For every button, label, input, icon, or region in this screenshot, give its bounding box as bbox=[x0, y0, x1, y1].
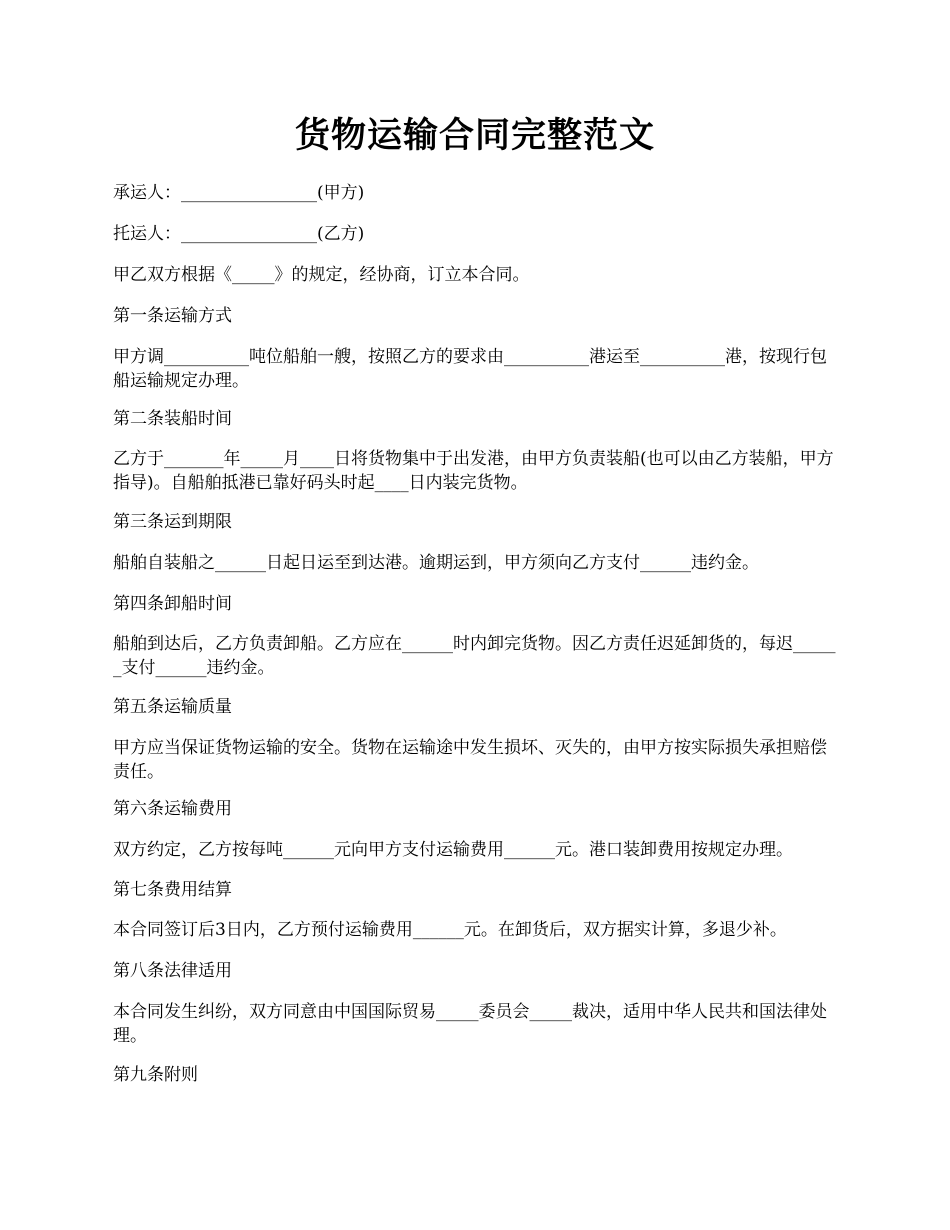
shipper-line: 托运人：________________(乙方) bbox=[113, 224, 365, 244]
article-5-body: 甲方应当保证货物运输的安全。货物在运输途中发生损坏、灭失的，由甲方按实际损失承担赔偿责任。 bbox=[113, 738, 827, 782]
article-1-body: 甲方调__________吨位船舶一艘，按照乙方的要求由__________港运至__________港，按现行包船运输规定办理。 bbox=[113, 347, 827, 391]
article-6-heading: 第六条运输费用 bbox=[113, 799, 232, 819]
article-4-body: 船舶到达后，乙方负责卸船。乙方应在______时内卸完货物。因乙方责任迟延卸货的，每迟______支付______违约金。 bbox=[113, 634, 836, 678]
article-5-heading: 第五条运输质量 bbox=[113, 697, 232, 717]
preamble-paragraph: 甲乙双方根据《_____》的规定，经协商，订立本合同。 bbox=[113, 265, 530, 285]
carrier-line: 承运人：________________(甲方) bbox=[113, 183, 365, 203]
article-2-heading: 第二条装船时间 bbox=[113, 409, 232, 429]
article-6-body: 双方约定，乙方按每吨______元向甲方支付运输费用______元。港口装卸费用按规定办理。 bbox=[113, 840, 793, 860]
article-8-heading: 第八条法律适用 bbox=[113, 961, 232, 981]
article-1-heading: 第一条运输方式 bbox=[113, 306, 232, 326]
article-2-body: 乙方于_______年_____月____日将货物集中于出发港，由甲方负责装船(也可以由乙方装船，甲方指导)。自船舶抵港已靠好码头时起____日内装完货物。 bbox=[113, 449, 834, 493]
article-7-heading: 第七条费用结算 bbox=[113, 880, 232, 900]
article-4-heading: 第四条卸船时间 bbox=[113, 594, 232, 614]
article-3-body: 船舶自装船之______日起日运至到达港。逾期运到，甲方须向乙方支付______违约金。 bbox=[113, 553, 759, 573]
article-7-body: 本合同签订后3日内，乙方预付运输费用______元。在卸货后，双方据实计算，多退少补。 bbox=[113, 920, 787, 940]
document-title: 货物运输合同完整范文 bbox=[294, 115, 655, 156]
article-8-body: 本合同发生纠纷，双方同意由中国国际贸易_____委员会_____裁决，适用中华人民共和国法律处理。 bbox=[113, 1002, 827, 1046]
article-3-heading: 第三条运到期限 bbox=[113, 512, 232, 532]
article-9-heading: 第九条附则 bbox=[113, 1065, 198, 1085]
